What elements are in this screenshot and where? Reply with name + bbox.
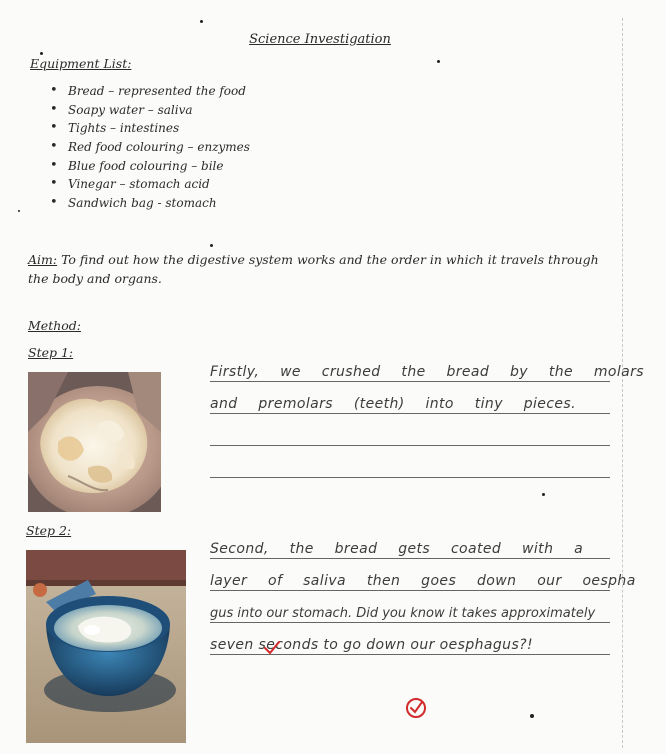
- writing-line: [210, 414, 610, 446]
- list-item: • Bread – represented the food: [48, 82, 250, 101]
- list-item: • Soapy water – saliva: [48, 101, 250, 120]
- step-1-photo: [28, 372, 161, 512]
- writing-line: [210, 527, 610, 559]
- equipment-heading: Equipment List:: [30, 56, 132, 71]
- aim-paragraph: [28, 250, 608, 288]
- step-2-label: Step 2:: [26, 523, 72, 538]
- writing-line: [210, 446, 610, 478]
- scan-speck: [437, 60, 440, 63]
- scan-speck: [200, 20, 203, 23]
- writing-line: [210, 559, 636, 591]
- writing-line: [210, 591, 610, 623]
- step-1-label: Step 1:: [28, 345, 74, 360]
- aim-text: To find out how the digestive system works and the order in which it travels through the body and organs.: [28, 252, 599, 286]
- handwritten-text: layer of saliva then goes down our oespha: [210, 573, 636, 589]
- page-margin-line: [622, 18, 624, 748]
- handwritten-text: gus into our stomach. Did you know it takes approximately: [210, 606, 596, 621]
- scan-speck: [542, 493, 545, 496]
- handwritten-text: seven seconds to go down our oesphagus?!: [210, 637, 533, 653]
- equipment-list: [48, 82, 250, 213]
- scan-speck: [18, 210, 20, 212]
- step-1-writing-lines: [210, 350, 644, 478]
- handwritten-text: Second, the bread gets coated with a: [210, 541, 584, 557]
- aim-label: Aim:: [28, 252, 58, 267]
- tick-mark-icon: [264, 640, 280, 659]
- list-item: • Red food colouring – enzymes: [48, 138, 250, 157]
- scan-speck: [40, 52, 43, 55]
- page-title: Science Investigation: [249, 32, 391, 47]
- handwritten-text: and premolars (teeth) into tiny pieces.: [210, 396, 576, 412]
- step-2-writing-lines: [210, 527, 636, 655]
- scan-speck: [530, 714, 534, 718]
- list-item: • Sandwich bag - stomach: [48, 194, 250, 213]
- writing-line: [210, 350, 644, 382]
- method-heading: Method:: [28, 318, 82, 333]
- scan-speck: [210, 244, 213, 247]
- step-2-photo: [26, 550, 186, 743]
- writing-line: [210, 382, 610, 414]
- list-item: • Tights – intestines: [48, 119, 250, 138]
- list-item: • Blue food colouring – bile: [48, 157, 250, 176]
- handwritten-text: Firstly, we crushed the bread by the molars: [210, 364, 644, 380]
- circled-tick-icon: [404, 696, 428, 724]
- list-item: • Vinegar – stomach acid: [48, 175, 250, 194]
